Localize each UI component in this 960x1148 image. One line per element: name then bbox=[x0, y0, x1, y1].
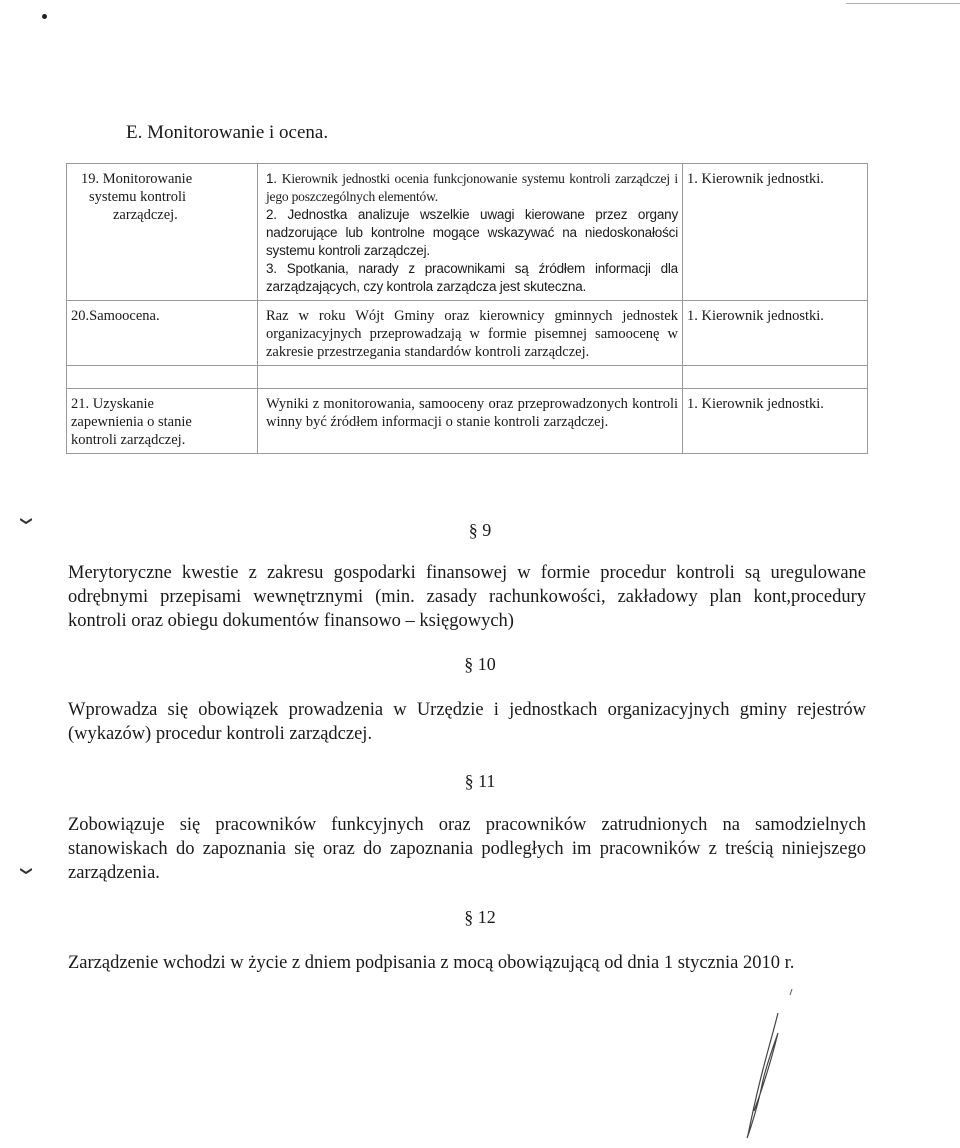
step-item bbox=[266, 260, 678, 296]
step-number: 2. bbox=[266, 207, 277, 222]
step-number: 1. bbox=[266, 171, 277, 186]
scan-edge-line bbox=[846, 3, 960, 4]
row-responsible-cell: 1. Kierownik jednostki. bbox=[683, 164, 868, 301]
paragraph-text: Zarządzenie wchodzi w życie z dniem podpisania z mocą obowiązującą od dnia 1 stycznia 2010 r. bbox=[68, 953, 795, 973]
row-name-line: zapewnienia o stanie bbox=[71, 414, 192, 430]
paragraph-text: Merytoryczne kwestie z zakresu gospodarki finansowej w formie procedur kontroli są uregulowane odrębnymi przepisami wewnętrznymi (min. zasady rachunkowości, zakładowy plan kont,procedury kontroli oraz obiegu dokumentów finansowo – księgowych) bbox=[68, 563, 866, 631]
paragraph-heading bbox=[0, 520, 960, 541]
paragraph-text: Wprowadza się obowiązek prowadzenia w Urzędzie i jednostkach organizacyjnych gminy rejestrów (wykazów) procedur kontroli zarządczej. bbox=[68, 700, 866, 744]
row-name-cell bbox=[67, 301, 258, 366]
spacer-cell bbox=[258, 366, 683, 389]
paragraph-heading-text: § 10 bbox=[464, 654, 496, 674]
control-table bbox=[66, 163, 868, 454]
table-row bbox=[67, 389, 868, 454]
step-number: 3. bbox=[266, 261, 277, 276]
scan-mark bbox=[20, 868, 32, 874]
row-name-line: kontroli zarządczej. bbox=[71, 432, 186, 448]
row-description-cell: Raz w roku Wójt Gminy oraz kierownicy gminnych jednostek organizacyjnych przeprowadzają w formie pisemnej samoocenę w zakresie przestrzegania standardów kontroli zarządczej. bbox=[258, 301, 683, 366]
step-text: Jednostka analizuje wszelkie uwagi kierowane przez organy nadzorujące lub kontrolne mogące wskazywać na niedoskonałości systemu kontroli zarządczej. bbox=[266, 207, 678, 258]
paragraph-heading-text: § 11 bbox=[464, 771, 496, 791]
row-responsible-cell: 1. Kierownik jednostki. bbox=[683, 389, 868, 454]
row-responsible-cell: 1. Kierownik jednostki. bbox=[683, 301, 868, 366]
row-name-line: 20.Samoocena. bbox=[71, 308, 160, 324]
step-item bbox=[266, 170, 678, 206]
step-text: Spotkania, narady z pracownikami są źródłem informacji dla zarządzających, czy kontrola zarządcza jest skuteczna. bbox=[266, 261, 678, 294]
paragraph-heading bbox=[0, 907, 960, 928]
scan-speck bbox=[42, 14, 47, 19]
row-name-line: 19. Monitorowanie bbox=[81, 171, 193, 187]
spacer-cell bbox=[683, 366, 868, 389]
signature bbox=[720, 985, 800, 1145]
paragraph-heading-text: § 9 bbox=[468, 520, 492, 540]
paragraph-text: Zobowiązuje się pracowników funkcyjnych oraz pracowników zatrudnionych na samodzielnych stanowiskach do zapoznania się oraz do zapoznania podległych im pracowników z treścią niniejszego zarządzenia. bbox=[68, 815, 866, 883]
row-name-line: 21. Uzyskanie bbox=[71, 396, 154, 412]
spacer-cell bbox=[67, 366, 258, 389]
table-row bbox=[67, 301, 868, 366]
section-title: E. Monitorowanie i ocena. bbox=[126, 122, 329, 143]
step-item bbox=[266, 206, 678, 260]
step-text: Kierownik jednostki ocenia funkcjonowanie systemu kontroli zarządczej i jego poszczególnych elementów. bbox=[266, 171, 678, 204]
table-spacer-row bbox=[67, 366, 868, 389]
paragraph-heading-text: § 12 bbox=[464, 907, 496, 927]
row-description-cell bbox=[258, 164, 683, 301]
paragraph-heading bbox=[0, 654, 960, 675]
row-name-cell bbox=[67, 389, 258, 454]
row-description-cell: Wyniki z monitorowania, samooceny oraz przeprowadzonych kontroli winny być źródłem informacji o stanie kontroli zarządczej. bbox=[258, 389, 683, 454]
table-row bbox=[67, 164, 868, 301]
row-name-line: systemu kontroli bbox=[89, 189, 187, 205]
row-name-line: zarządczej. bbox=[113, 207, 178, 223]
paragraph-heading bbox=[0, 771, 960, 792]
row-name-cell bbox=[67, 164, 258, 301]
